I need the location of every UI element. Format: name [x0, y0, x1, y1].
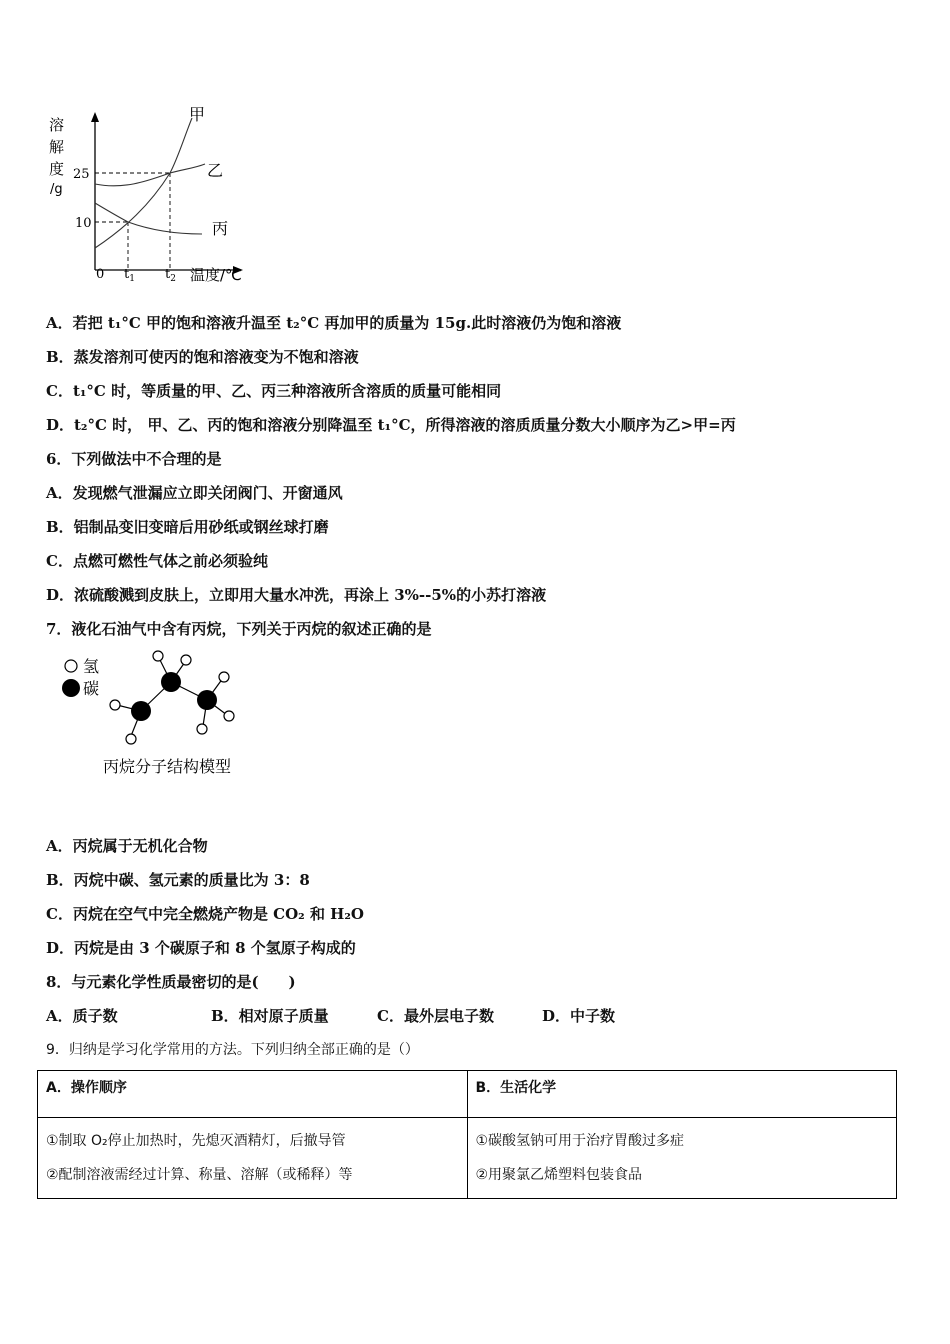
carbon-atom — [161, 672, 181, 692]
q6-option-b: B．铝制品变旧变暗后用砂纸或钢丝球打磨 — [46, 518, 329, 536]
ylabel-4: /g — [50, 182, 63, 197]
q9-head-a: A．操作顺序 — [38, 1071, 468, 1118]
legend-carbon-atom — [62, 679, 80, 697]
ytick-25: 25 — [73, 167, 90, 182]
q6-stem: 6．下列做法中不合理的是 — [46, 450, 222, 468]
legend-hydrogen-label: 氢 — [83, 657, 100, 676]
ytick-10: 10 — [75, 216, 92, 231]
q9-table — [37, 1070, 897, 1199]
q7-stem: 7．液化石油气中含有丙烷，下列关于丙烷的叙述正确的是 — [46, 620, 432, 638]
q8-stem: 8．与元素化学性质最密切的是( ) — [46, 973, 296, 991]
hydrogen-atom — [110, 700, 120, 710]
hydrogen-atom — [181, 655, 191, 665]
q9-a-item-2: ②配制溶液需经过计算、称量、溶解（或稀释）等 — [46, 1167, 353, 1183]
q6-option-d: D．浓硫酸溅到皮肤上，立即用大量水冲洗，再涂上 3%--5%的小苏打溶液 — [46, 586, 547, 604]
solubility-graph — [40, 100, 260, 290]
propane-caption: 丙烷分子结构模型 — [103, 757, 232, 776]
ylabel-1: 溶 — [49, 116, 65, 134]
curve-yi — [95, 164, 205, 186]
q8-options — [46, 1005, 615, 1026]
carbon-atom — [197, 690, 217, 710]
label-bing: 丙 — [212, 219, 229, 238]
table-row — [38, 1071, 897, 1118]
q5-option-a: A．若把 t₁°C 甲的饱和溶液升温至 t₂°C 再加甲的质量为 15g.此时溶液仍为饱和溶液 — [46, 314, 622, 332]
xtick-t1: $t_1$ — [124, 267, 135, 284]
q5-option-d: D．t₂°C 时， 甲、乙、丙的饱和溶液分别降温至 t₁°C，所得溶液的溶质质量分数大小顺序为乙>甲=丙 — [46, 416, 736, 434]
q5-option-c: C．t₁°C 时，等质量的甲、乙、丙三种溶液所含溶质的质量可能相同 — [46, 382, 502, 400]
hydrogen-atom — [224, 711, 234, 721]
q6-option-a: A．发现燃气泄漏应立即关闭阀门、开窗通风 — [46, 484, 343, 502]
legend-hydrogen-atom — [65, 660, 77, 672]
q7-option-b: B．丙烷中碳、氢元素的质量比为 3：8 — [46, 871, 310, 889]
q9-b-item-1: ①碳酸氢钠可用于治疗胃酸过多症 — [475, 1133, 685, 1149]
q8-option-d: D．中子数 — [542, 1007, 616, 1025]
q9-b-item-2: ②用聚氯乙烯塑料包装食品 — [475, 1167, 643, 1183]
q9-cell-b — [467, 1118, 897, 1199]
q9-head-b: B．生活化学 — [467, 1071, 897, 1118]
q6-option-c: C．点燃可燃性气体之前必须验纯 — [46, 552, 268, 570]
propane-model — [55, 648, 265, 783]
q7-option-c: C．丙烷在空气中完全燃烧产物是 CO₂ 和 H₂O — [46, 905, 364, 923]
q7-option-a: A．丙烷属于无机化合物 — [46, 837, 208, 855]
q9-stem: 9．归纳是学习化学常用的方法。下列归纳全部正确的是（） — [46, 1042, 419, 1058]
table-row — [38, 1118, 897, 1199]
y-axis-arrow — [91, 112, 99, 122]
ylabel-3: 度 — [49, 160, 65, 178]
q8-option-a: A．质子数 — [46, 1007, 118, 1025]
q8-option-c: C．最外层电子数 — [377, 1007, 494, 1025]
ylabel-2: 解 — [49, 138, 65, 156]
q5-option-b: B．蒸发溶剂可使丙的饱和溶液变为不饱和溶液 — [46, 348, 359, 366]
hydrogen-atom — [197, 724, 207, 734]
xlabel: 温度/℃ — [190, 266, 242, 284]
label-yi: 乙 — [207, 161, 224, 180]
curve-bing — [95, 203, 202, 234]
xtick-0: 0 — [96, 267, 105, 282]
hydrogen-atom — [219, 672, 229, 682]
q9-a-item-1: ①制取 O₂停止加热时，先熄灭酒精灯，后撤导管 — [46, 1133, 346, 1149]
label-jia: 甲 — [189, 105, 206, 124]
q8-option-b: B．相对原子质量 — [211, 1007, 329, 1025]
carbon-atom — [131, 701, 151, 721]
hydrogen-atom — [126, 734, 136, 744]
hydrogen-atom — [153, 651, 163, 661]
q9-cell-a — [38, 1118, 468, 1199]
q7-option-d: D．丙烷是由 3 个碳原子和 8 个氢原子构成的 — [46, 939, 356, 957]
curve-jia — [95, 118, 192, 248]
legend-carbon-label: 碳 — [83, 679, 100, 698]
xtick-t2: $t_2$ — [165, 267, 176, 284]
